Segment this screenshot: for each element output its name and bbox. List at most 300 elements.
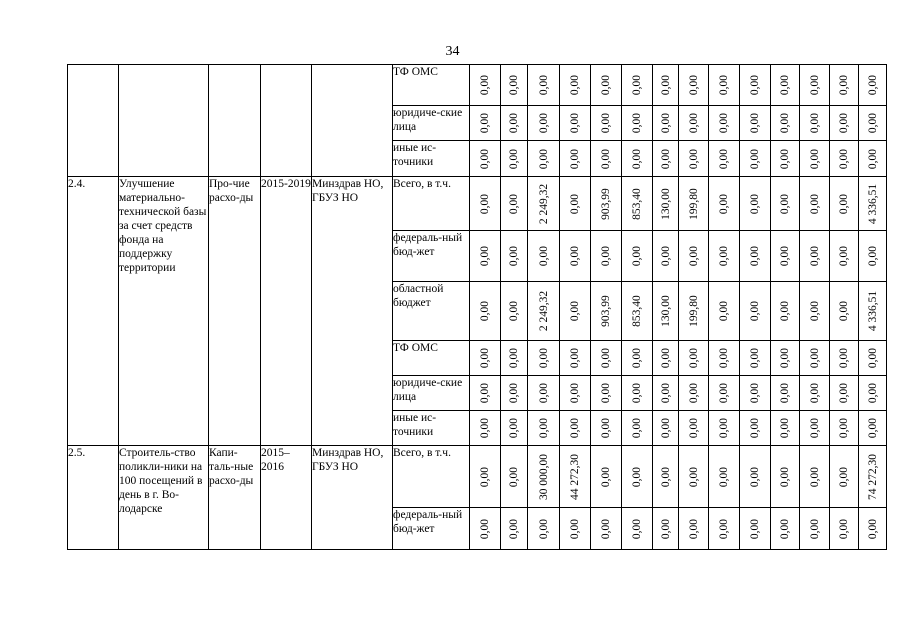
- value-cell: [622, 446, 653, 508]
- value-cell: [470, 177, 501, 231]
- value-cell: [800, 231, 830, 282]
- value-cell: [591, 376, 622, 411]
- value-text: 0,00: [631, 74, 643, 96]
- value-text: 0,00: [779, 74, 791, 96]
- value-cell: [679, 341, 709, 376]
- value-text: 0,00: [508, 347, 520, 369]
- value-cell: [709, 231, 740, 282]
- value-text: 0,00: [479, 300, 491, 322]
- value-text: 0,00: [687, 112, 700, 134]
- value-text: 0,00: [508, 518, 520, 539]
- value-text: 0,00: [659, 347, 672, 369]
- value-cell: [591, 411, 622, 446]
- cell-executor: Минздрав НО, ГБУЗ НО: [312, 177, 393, 446]
- value-text: 0,00: [749, 466, 761, 487]
- value-cell: [740, 376, 771, 411]
- value-text: 0,00: [866, 518, 879, 539]
- value-cell: [800, 508, 830, 550]
- value-cell: [771, 411, 800, 446]
- cell-executor: [312, 65, 393, 177]
- value-text: 0,00: [718, 148, 730, 169]
- value-cell: [771, 446, 800, 508]
- value-text: 0,00: [479, 148, 491, 169]
- value-cell: [501, 411, 528, 446]
- value-text: 853,40: [631, 187, 643, 220]
- value-text: 0,00: [659, 112, 672, 134]
- value-text: 0,00: [687, 466, 700, 487]
- value-text: 0,00: [808, 245, 821, 267]
- value-cell: [771, 177, 800, 231]
- value-text: 0,00: [749, 245, 761, 267]
- value-text: 903,99: [600, 295, 612, 327]
- value-cell: [800, 141, 830, 177]
- value-cell: [800, 282, 830, 341]
- value-cell: [653, 65, 679, 106]
- value-text: 0,00: [718, 74, 730, 96]
- value-text: 0,00: [479, 74, 491, 96]
- value-cell: [591, 106, 622, 141]
- value-cell: [470, 376, 501, 411]
- value-cell: [470, 106, 501, 141]
- value-cell: [740, 177, 771, 231]
- value-cell: [740, 282, 771, 341]
- value-cell: [560, 341, 591, 376]
- value-text: 0,00: [838, 518, 850, 539]
- value-cell: [679, 106, 709, 141]
- value-cell: [622, 341, 653, 376]
- value-text: 0,00: [718, 518, 730, 539]
- value-text: 0,00: [479, 193, 491, 214]
- value-cell: [859, 341, 887, 376]
- value-text: 0,00: [808, 466, 821, 487]
- value-cell: [679, 65, 709, 106]
- value-text: 0,00: [537, 245, 550, 267]
- value-text: 0,00: [479, 417, 491, 439]
- value-cell: [653, 376, 679, 411]
- value-cell: [859, 508, 887, 550]
- value-cell: [679, 282, 709, 341]
- value-cell: [709, 177, 740, 231]
- value-cell: [622, 282, 653, 341]
- value-cell: [622, 376, 653, 411]
- value-cell: [740, 341, 771, 376]
- funding-source-label: федераль-ный бюд-жет: [393, 231, 470, 282]
- value-text: 0,00: [838, 74, 850, 96]
- value-text: 0,00: [718, 300, 730, 322]
- value-text: 0,00: [600, 417, 612, 439]
- value-text: 0,00: [479, 382, 491, 404]
- value-text: 0,00: [479, 347, 491, 369]
- value-text: 0,00: [569, 518, 581, 539]
- value-text: 0,00: [779, 417, 791, 439]
- value-text: 0,00: [866, 112, 879, 134]
- value-cell: [501, 141, 528, 177]
- value-cell: [501, 65, 528, 106]
- value-text: 0,00: [537, 347, 550, 369]
- value-cell: [622, 177, 653, 231]
- value-cell: [859, 376, 887, 411]
- value-cell: [771, 106, 800, 141]
- cell-number: [68, 65, 119, 177]
- value-cell: [709, 65, 740, 106]
- value-cell: [709, 376, 740, 411]
- value-text: 0,00: [779, 347, 791, 369]
- value-cell: [679, 508, 709, 550]
- value-text: 0,00: [659, 245, 672, 267]
- value-text: 199,80: [687, 187, 700, 220]
- value-text: 4 336,51: [866, 183, 879, 224]
- value-cell: [740, 446, 771, 508]
- value-cell: [591, 446, 622, 508]
- value-text: 0,00: [838, 148, 850, 169]
- value-cell: [771, 141, 800, 177]
- value-text: 0,00: [600, 245, 612, 267]
- value-cell: [501, 376, 528, 411]
- value-text: 0,00: [479, 112, 491, 134]
- value-text: 0,00: [508, 417, 520, 439]
- cell-expense-category: [209, 65, 261, 177]
- value-text: 0,00: [631, 245, 643, 267]
- value-text: 0,00: [749, 382, 761, 404]
- value-text: 0,00: [866, 245, 879, 267]
- value-text: 0,00: [749, 193, 761, 214]
- value-cell: [528, 141, 560, 177]
- value-cell: [709, 282, 740, 341]
- value-text: 0,00: [838, 347, 850, 369]
- value-cell: [622, 508, 653, 550]
- funding-source-label: федераль-ный бюд-жет: [393, 508, 470, 550]
- cell-activity-name: [119, 65, 209, 177]
- value-cell: [560, 231, 591, 282]
- value-cell: [709, 106, 740, 141]
- value-cell: [470, 341, 501, 376]
- value-text: 0,00: [508, 382, 520, 404]
- value-cell: [830, 106, 859, 141]
- value-cell: [591, 141, 622, 177]
- value-cell: [622, 106, 653, 141]
- value-cell: [653, 446, 679, 508]
- cell-period: [261, 65, 312, 177]
- value-text: 0,00: [687, 148, 700, 169]
- value-text: 0,00: [537, 112, 550, 134]
- value-text: 0,00: [600, 112, 612, 134]
- value-cell: [528, 65, 560, 106]
- value-cell: [653, 177, 679, 231]
- value-text: 0,00: [779, 466, 791, 487]
- value-text: 0,00: [659, 466, 672, 487]
- value-text: 0,00: [779, 382, 791, 404]
- value-cell: [653, 141, 679, 177]
- value-cell: [528, 411, 560, 446]
- value-cell: [470, 282, 501, 341]
- value-cell: [709, 508, 740, 550]
- value-text: 0,00: [537, 74, 550, 96]
- value-text: 0,00: [808, 148, 821, 169]
- value-cell: [653, 282, 679, 341]
- cell-expense-category: Про-чие расхо-ды: [209, 177, 261, 446]
- value-cell: [560, 446, 591, 508]
- value-text: 0,00: [808, 112, 821, 134]
- cell-activity-name: Улучшение материально-технической базы за счет средств фонда на поддержку территории: [119, 177, 209, 446]
- value-cell: [800, 376, 830, 411]
- value-text: 0,00: [537, 382, 550, 404]
- value-text: 0,00: [808, 300, 821, 322]
- value-text: 199,80: [687, 295, 700, 327]
- cell-number: 2.4.: [68, 177, 119, 446]
- value-text: 0,00: [749, 148, 761, 169]
- value-cell: [528, 341, 560, 376]
- value-cell: [591, 177, 622, 231]
- value-text: 0,00: [808, 518, 821, 539]
- value-text: 0,00: [749, 300, 761, 322]
- value-text: 0,00: [838, 193, 850, 214]
- value-text: 0,00: [569, 382, 581, 404]
- value-text: 0,00: [479, 245, 491, 267]
- value-cell: [528, 446, 560, 508]
- value-text: 74 272,30: [866, 453, 879, 500]
- value-text: 0,00: [631, 518, 643, 539]
- value-cell: [653, 106, 679, 141]
- value-cell: [470, 141, 501, 177]
- value-text: 0,00: [687, 382, 700, 404]
- value-cell: [591, 508, 622, 550]
- value-cell: [591, 341, 622, 376]
- value-text: 0,00: [631, 347, 643, 369]
- value-text: 0,00: [631, 112, 643, 134]
- value-cell: [859, 65, 887, 106]
- value-text: 0,00: [659, 74, 672, 96]
- value-text: 0,00: [600, 518, 612, 539]
- value-text: 853,40: [631, 295, 643, 327]
- value-cell: [740, 141, 771, 177]
- value-cell: [709, 411, 740, 446]
- value-cell: [591, 282, 622, 341]
- value-cell: [653, 508, 679, 550]
- value-text: 0,00: [866, 417, 879, 439]
- value-cell: [859, 106, 887, 141]
- cell-executor: Минздрав НО, ГБУЗ НО: [312, 446, 393, 550]
- value-cell: [830, 231, 859, 282]
- value-text: 0,00: [537, 518, 550, 539]
- value-cell: [830, 411, 859, 446]
- value-text: 0,00: [779, 518, 791, 539]
- value-text: 0,00: [631, 417, 643, 439]
- value-cell: [830, 376, 859, 411]
- value-text: 0,00: [569, 347, 581, 369]
- value-cell: [560, 65, 591, 106]
- value-cell: [859, 446, 887, 508]
- value-cell: [470, 411, 501, 446]
- value-text: 0,00: [779, 245, 791, 267]
- value-text: 0,00: [600, 148, 612, 169]
- value-text: 0,00: [749, 518, 761, 539]
- value-cell: [740, 65, 771, 106]
- value-cell: [591, 65, 622, 106]
- funding-source-label: иные ис-точники: [393, 411, 470, 446]
- cell-period: 2015-2019: [261, 177, 312, 446]
- value-text: 0,00: [779, 300, 791, 322]
- value-text: 44 272,30: [569, 453, 581, 500]
- value-cell: [622, 65, 653, 106]
- table-row: [68, 177, 887, 231]
- value-cell: [653, 411, 679, 446]
- value-cell: [859, 177, 887, 231]
- funding-source-label: ТФ ОМС: [393, 341, 470, 376]
- value-cell: [470, 446, 501, 508]
- value-text: 0,00: [631, 466, 643, 487]
- value-cell: [679, 177, 709, 231]
- funding-source-label: юридиче-ские лица: [393, 106, 470, 141]
- value-text: 0,00: [866, 347, 879, 369]
- value-cell: [528, 508, 560, 550]
- value-text: 0,00: [749, 417, 761, 439]
- value-text: 0,00: [718, 382, 730, 404]
- value-text: 0,00: [838, 417, 850, 439]
- value-text: 0,00: [718, 417, 730, 439]
- value-text: 903,99: [600, 187, 612, 220]
- value-text: 0,00: [508, 300, 520, 322]
- value-text: 0,00: [718, 466, 730, 487]
- value-text: 0,00: [838, 466, 850, 487]
- value-cell: [622, 141, 653, 177]
- value-cell: [859, 231, 887, 282]
- value-cell: [771, 231, 800, 282]
- value-cell: [622, 411, 653, 446]
- value-text: 0,00: [569, 74, 581, 96]
- value-cell: [470, 508, 501, 550]
- value-text: 0,00: [779, 112, 791, 134]
- value-text: 0,00: [600, 74, 612, 96]
- funding-source-label: ТФ ОМС: [393, 65, 470, 106]
- value-cell: [528, 231, 560, 282]
- value-text: 0,00: [687, 74, 700, 96]
- funding-source-label: иные ис-точники: [393, 141, 470, 177]
- value-text: 0,00: [479, 466, 491, 487]
- value-cell: [470, 65, 501, 106]
- value-cell: [859, 282, 887, 341]
- value-cell: [830, 446, 859, 508]
- value-cell: [560, 141, 591, 177]
- value-text: 0,00: [569, 112, 581, 134]
- value-cell: [501, 106, 528, 141]
- value-text: 0,00: [508, 466, 520, 487]
- value-cell: [830, 65, 859, 106]
- table-row: [68, 446, 887, 508]
- value-cell: [771, 376, 800, 411]
- cell-activity-name: Строитель-ство поликли-ники на 100 посещений в день в г. Во-лодарске: [119, 446, 209, 550]
- value-cell: [501, 446, 528, 508]
- value-text: 0,00: [718, 112, 730, 134]
- value-cell: [679, 231, 709, 282]
- value-cell: [740, 508, 771, 550]
- value-text: 2 249,32: [537, 183, 550, 224]
- value-cell: [560, 177, 591, 231]
- value-cell: [679, 411, 709, 446]
- value-cell: [528, 282, 560, 341]
- value-text: 0,00: [866, 382, 879, 404]
- page-number: 34: [445, 44, 460, 59]
- value-text: 0,00: [479, 518, 491, 539]
- value-cell: [800, 65, 830, 106]
- value-cell: [830, 177, 859, 231]
- value-text: 0,00: [687, 245, 700, 267]
- value-text: 0,00: [808, 74, 821, 96]
- value-text: 0,00: [537, 417, 550, 439]
- value-cell: [740, 106, 771, 141]
- value-text: 0,00: [749, 347, 761, 369]
- value-cell: [771, 508, 800, 550]
- value-cell: [859, 411, 887, 446]
- value-cell: [771, 282, 800, 341]
- funding-source-label: Всего, в т.ч.: [393, 446, 470, 508]
- value-cell: [740, 411, 771, 446]
- value-text: 0,00: [600, 347, 612, 369]
- value-text: 130,00: [659, 295, 672, 327]
- value-cell: [771, 65, 800, 106]
- value-text: 0,00: [718, 193, 730, 214]
- value-cell: [740, 231, 771, 282]
- value-text: 0,00: [687, 347, 700, 369]
- value-text: 0,00: [779, 148, 791, 169]
- value-text: 0,00: [718, 347, 730, 369]
- cell-expense-category: Капи-таль-ные расхо-ды: [209, 446, 261, 550]
- value-text: 0,00: [749, 74, 761, 96]
- value-cell: [591, 231, 622, 282]
- value-text: 0,00: [569, 245, 581, 267]
- value-cell: [501, 508, 528, 550]
- value-text: 4 336,51: [866, 290, 879, 332]
- table-row: [68, 65, 887, 106]
- value-text: 0,00: [659, 382, 672, 404]
- value-text: 0,00: [600, 466, 612, 487]
- value-cell: [653, 231, 679, 282]
- value-cell: [653, 341, 679, 376]
- funding-source-label: Всего, в т.ч.: [393, 177, 470, 231]
- value-text: 0,00: [779, 193, 791, 214]
- value-text: 0,00: [808, 193, 821, 214]
- value-text: 0,00: [659, 148, 672, 169]
- value-cell: [679, 446, 709, 508]
- value-text: 0,00: [659, 518, 672, 539]
- value-text: 0,00: [508, 245, 520, 267]
- value-cell: [830, 282, 859, 341]
- value-cell: [622, 231, 653, 282]
- value-cell: [859, 141, 887, 177]
- value-cell: [800, 177, 830, 231]
- value-text: 0,00: [749, 112, 761, 134]
- value-cell: [830, 141, 859, 177]
- value-cell: [709, 446, 740, 508]
- value-text: 0,00: [508, 148, 520, 169]
- value-text: 130,00: [659, 187, 672, 220]
- value-text: 0,00: [687, 518, 700, 539]
- value-cell: [501, 231, 528, 282]
- value-cell: [800, 341, 830, 376]
- value-text: 0,00: [569, 300, 581, 322]
- value-text: 0,00: [631, 382, 643, 404]
- value-cell: [560, 106, 591, 141]
- cell-number: 2.5.: [68, 446, 119, 550]
- value-cell: [560, 508, 591, 550]
- value-cell: [771, 341, 800, 376]
- value-text: 0,00: [569, 193, 581, 214]
- value-text: 0,00: [631, 148, 643, 169]
- value-cell: [679, 376, 709, 411]
- value-cell: [830, 341, 859, 376]
- value-cell: [501, 282, 528, 341]
- cell-period: 2015–2016: [261, 446, 312, 550]
- value-text: 0,00: [569, 148, 581, 169]
